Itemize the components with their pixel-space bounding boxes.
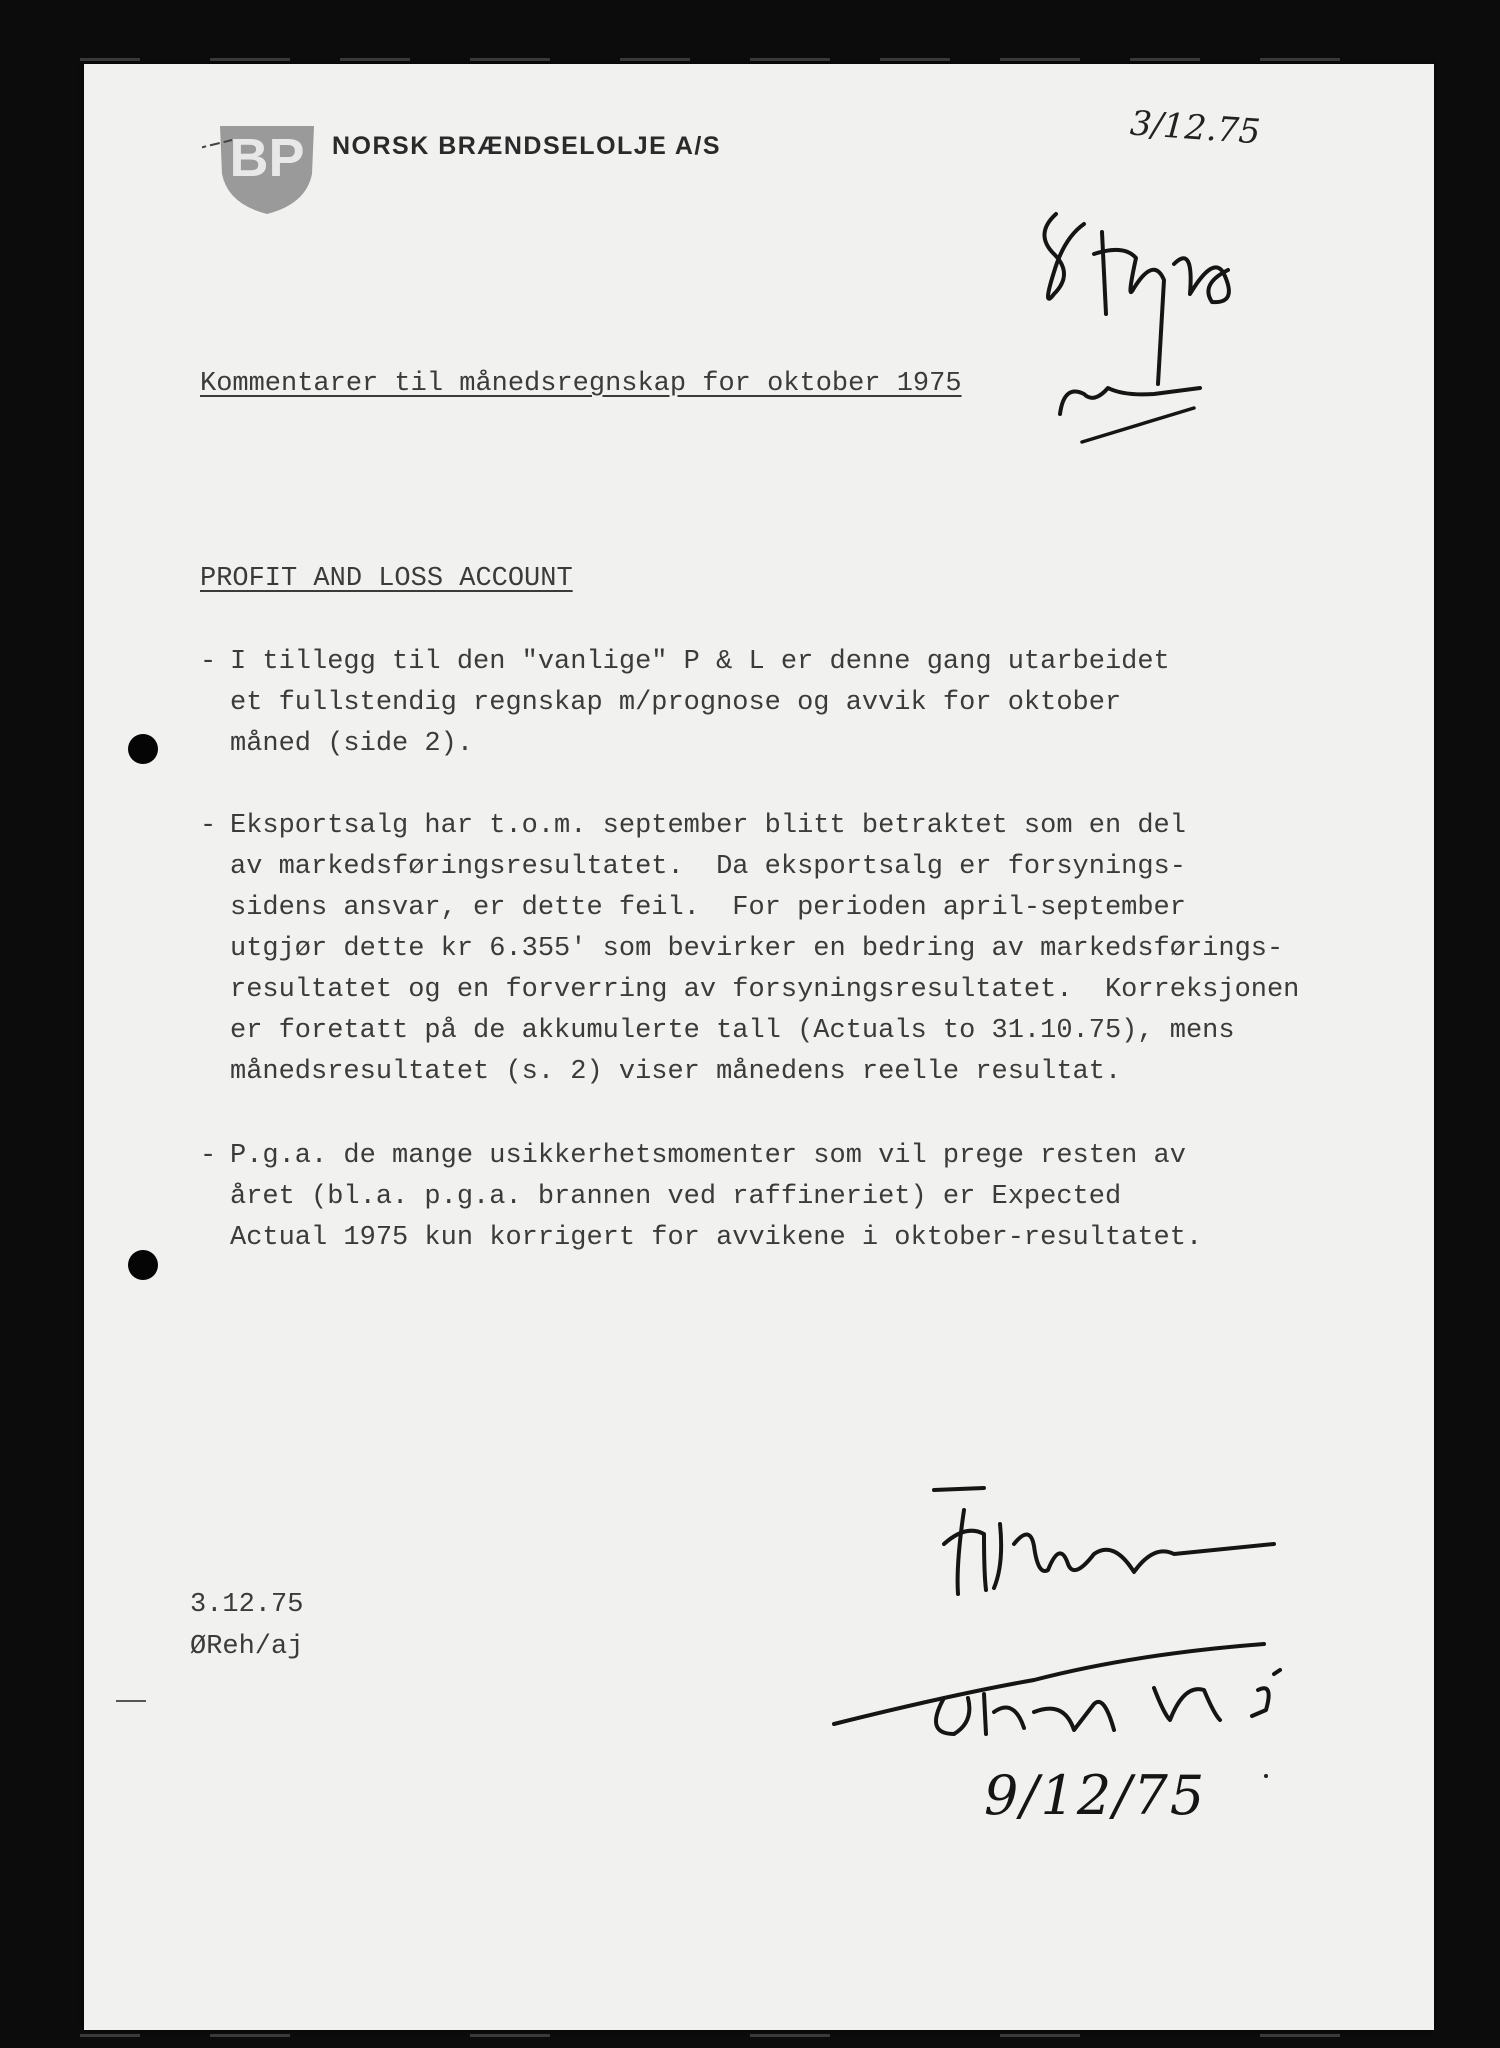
text-line: av markedsføringsresultatet. Da eksportsalg er forsynings- <box>230 852 1186 882</box>
scan-mark <box>1130 58 1200 61</box>
ink-speck <box>1264 1774 1268 1778</box>
scan-mark <box>470 58 550 61</box>
scan-mark <box>620 58 690 61</box>
text-line: månedsresultatet (s. 2) viser månedens reelle resultat. <box>230 1057 1122 1087</box>
text-line: måned (side 2). <box>230 729 474 759</box>
text-line: P.g.a. de mange usikkerhetsmomenter som vil prege resten av <box>230 1141 1186 1171</box>
bullet-dash: - <box>200 1141 217 1171</box>
handwritten-initials-top <box>1024 184 1264 444</box>
text-line: sidens ansvar, er dette feil. For perioden april-september <box>230 893 1186 923</box>
company-name: NORSK BRÆNDSELOLJE A/S <box>332 132 722 160</box>
logo-text: BP <box>229 128 305 188</box>
scan-mark <box>470 2034 550 2037</box>
text-line: utgjør dette kr 6.355' som bevirker en bedring av markedsførings- <box>230 934 1284 964</box>
scan-mark <box>1260 58 1340 61</box>
punch-hole <box>128 1250 158 1280</box>
scan-mark <box>880 58 950 61</box>
scan-mark <box>80 2034 140 2037</box>
punch-hole <box>128 734 158 764</box>
handwritten-date-bottom: 9/12/75 <box>984 1764 1207 1827</box>
text-line: året (bl.a. p.g.a. brannen ved raffineriet) er Expected <box>230 1182 1122 1212</box>
comment-heading: Kommentarer til månedsregnskap for oktober 1975 <box>200 369 962 399</box>
scan-mark <box>340 58 410 61</box>
bullet-dash: - <box>200 647 217 677</box>
handwritten-date-top: 3/12.75 <box>1128 103 1262 153</box>
text-line: resultatet og en forverring av forsyningsresultatet. Korreksjonen <box>230 975 1300 1005</box>
footer-date: 3.12.75 <box>190 1590 304 1620</box>
scan-mark <box>80 58 140 61</box>
text-line: et fullstendig regnskap m/prognose og avvik for oktober <box>230 688 1122 718</box>
margin-mark <box>116 1700 146 1702</box>
text-line: er foretatt på de akkumulerte tall (Actuals to 31.10.75), mens <box>230 1016 1235 1046</box>
bp-logo-icon <box>202 104 332 224</box>
text-line: Eksportsalg har t.o.m. september blitt betraktet som en del <box>230 811 1186 841</box>
scan-mark <box>210 2034 290 2037</box>
section-heading: PROFIT AND LOSS ACCOUNT <box>200 564 573 594</box>
text-line: Actual 1975 kun korrigert for avvikene i oktober-resultatet. <box>230 1223 1203 1253</box>
bullet-dash: - <box>200 811 217 841</box>
scan-mark <box>1000 2034 1080 2037</box>
text-line: I tillegg til den "vanlige" P & L er denne gang utarbeidet <box>230 647 1170 677</box>
scan-mark <box>750 58 830 61</box>
footer-initials: ØReh/aj <box>190 1632 304 1662</box>
scan-mark <box>1000 58 1080 61</box>
scan-mark <box>210 58 290 61</box>
scan-mark <box>750 2034 830 2037</box>
scan-mark <box>1260 2034 1340 2037</box>
document-page <box>84 64 1434 2030</box>
